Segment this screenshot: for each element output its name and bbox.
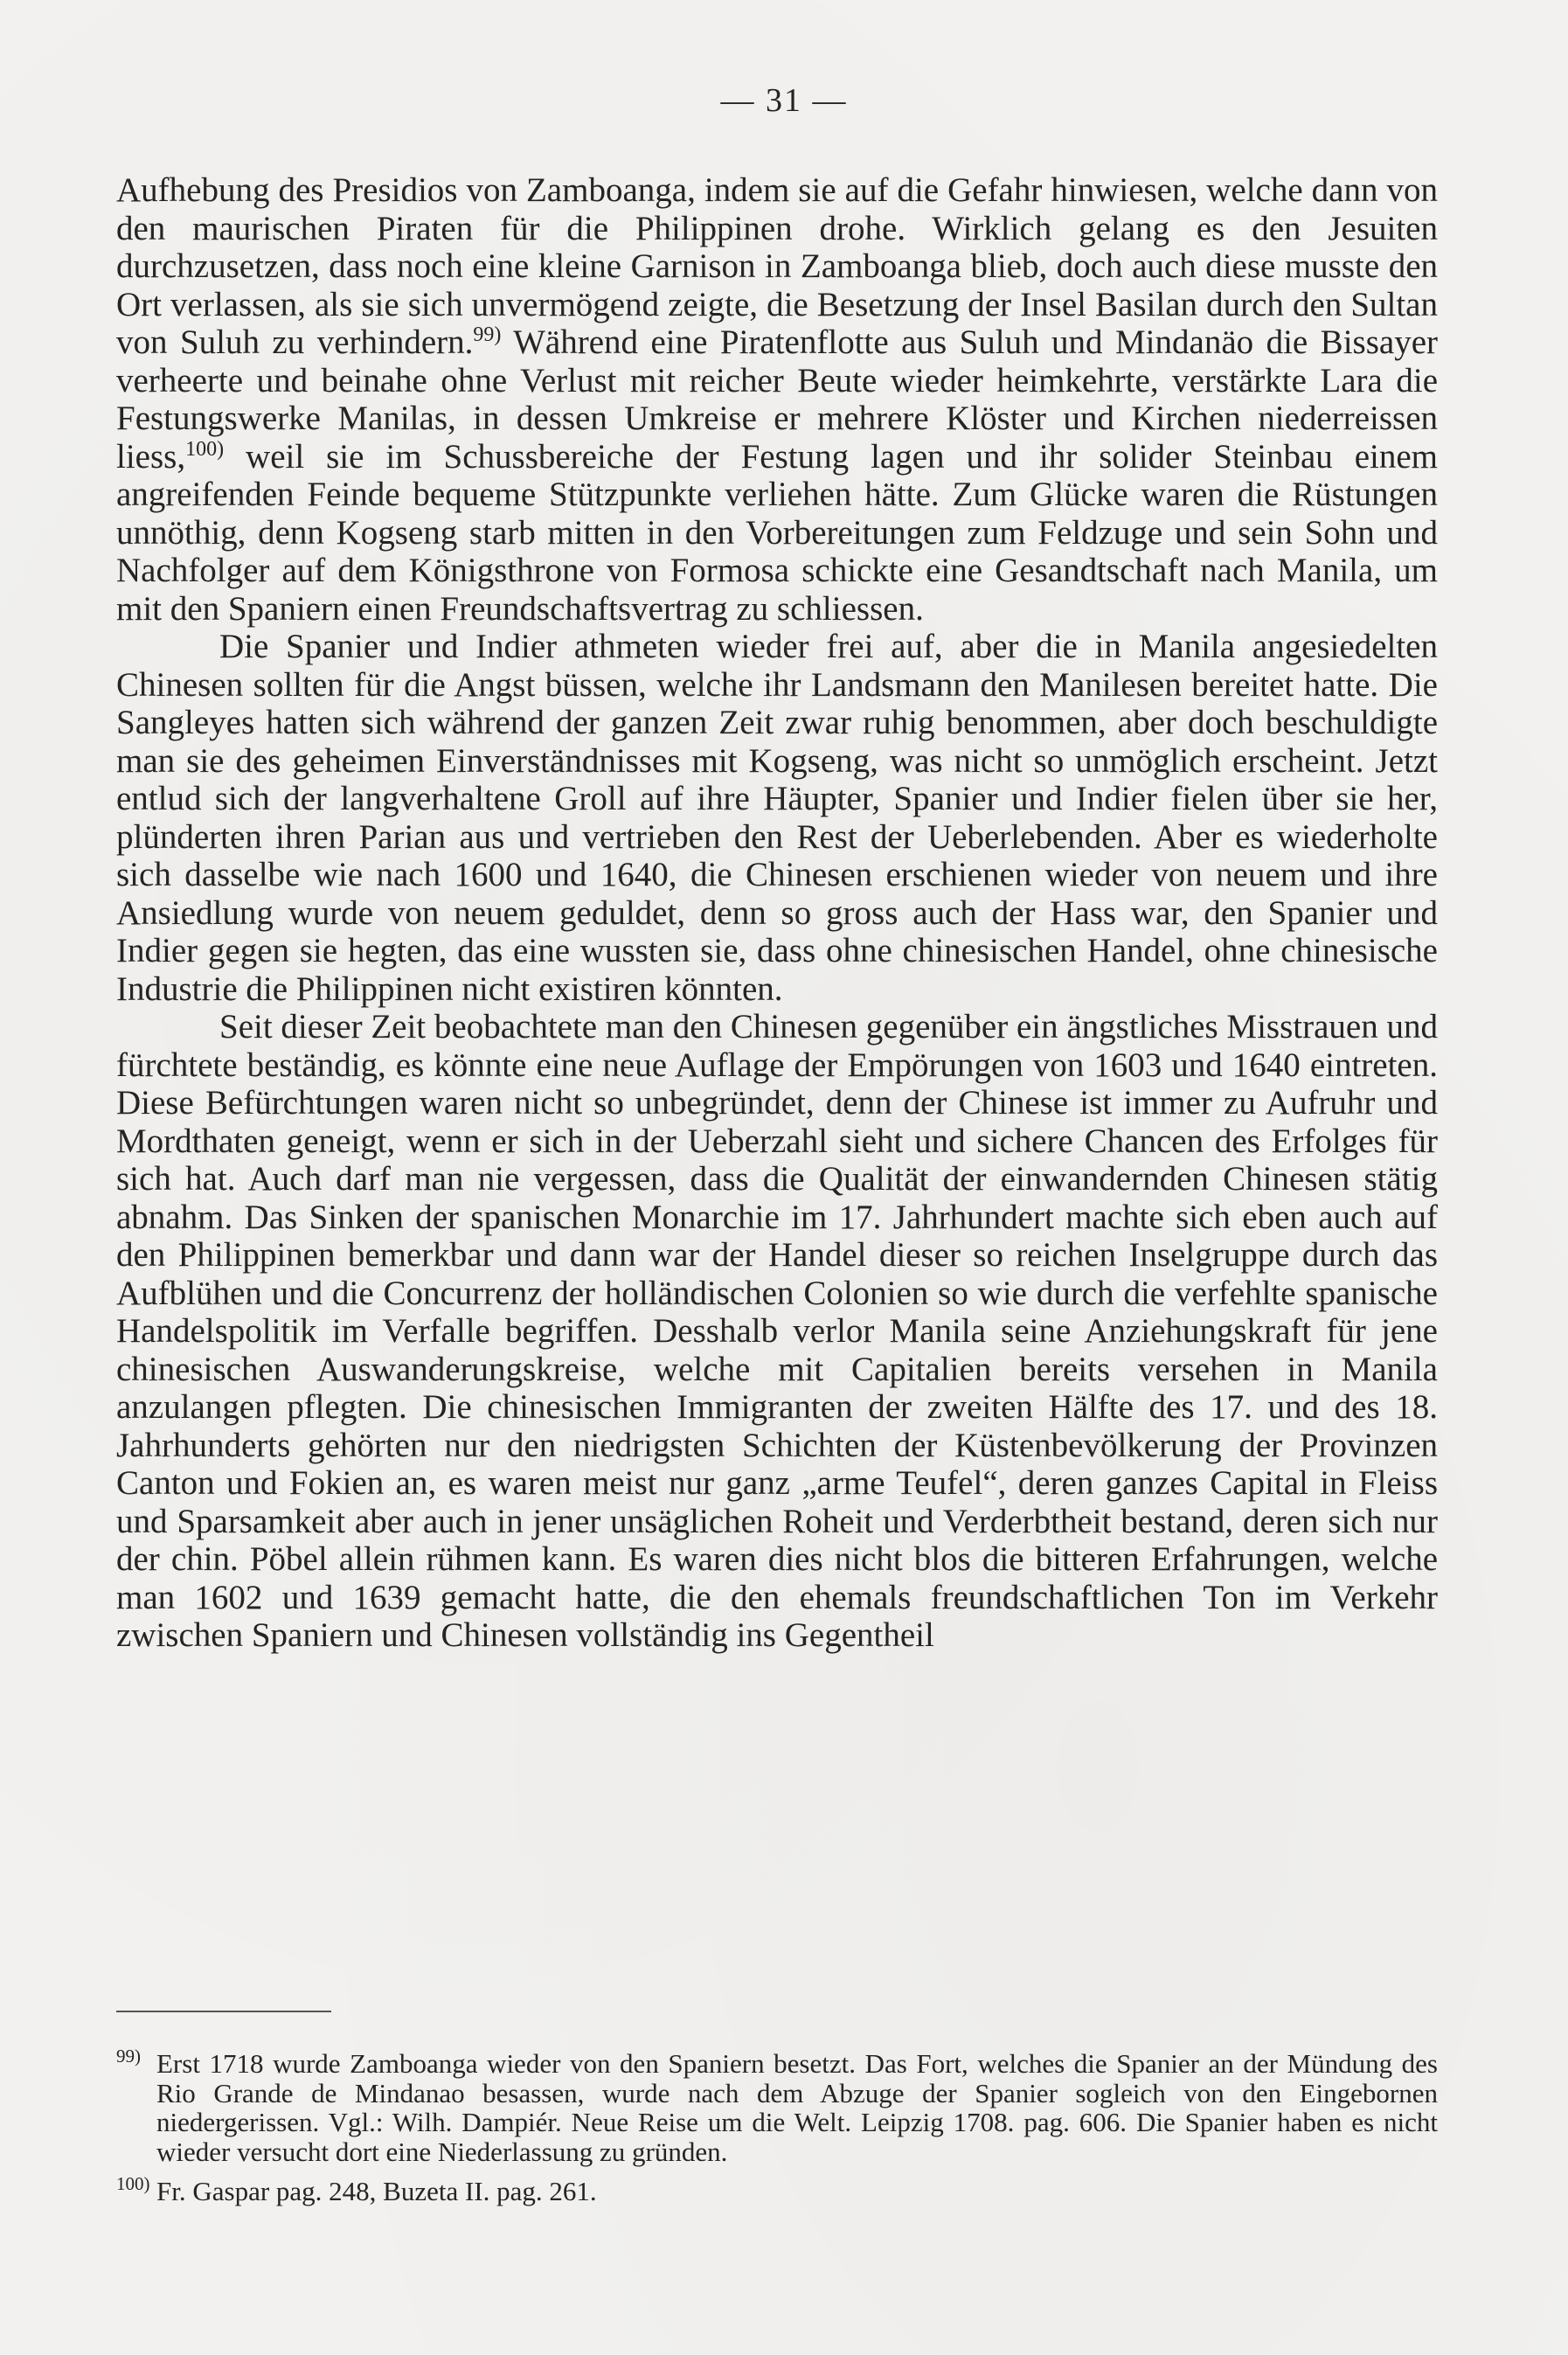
footnote-mark-100: 100) — [116, 2173, 150, 2194]
paragraph-3 — [116, 1008, 1438, 1655]
footnote-text-99: Erst 1718 wurde Zamboanga wieder von den Spaniern besetzt. Das Fort, welches die Spanier an der Mündung des Rio Grande de Mindanao besassen, wurde nach dem Abzuge der Spanier sogleich von den Eingebornen niedergerissen. Vgl.: Wilh. Dampiér. Neue Reise um die Welt. Leipzig 1708. pag. 606. Die Spanier haben es nicht wieder versucht dort eine Niederlassung zu gründen. — [156, 2048, 1438, 2167]
page-number: — 31 — — [720, 82, 848, 119]
paragraph-2-text: Die Spanier und Indier athmeten wieder frei auf, aber die in Manila angesiedelten Chinesen sollten für die Angst büssen, welche ihr Landsmann den Manilesen bereitet hatte. Die Sangleyes hatten sich während der ganzen Zeit zwar ruhig benommen, aber doch beschuldigte man sie des geheimen Einverständnisses mit Kogseng, was nicht so unmöglich erscheint. Jetzt entlud sich der langverhaltene Groll auf ihre Häupter, Spanier und Indier fielen über sie her, plünderten ihren Parian aus und vertrieben den Rest der Ueberlebenden. Aber es wiederholte sich dasselbe wie nach 1600 und 1640, die Chinesen erschienen wieder von neuem und ihre Ansiedlung wurde von neuem geduldet, denn so gross auch der Hass war, den Spanier und Indier gegen sie hegten, das eine wussten sie, dass ohne chinesischen Handel, ohne chinesische Industrie die Philippinen nicht existiren könnten. — [116, 628, 1438, 1008]
footnote-ref-100: 100) — [185, 437, 225, 461]
body-text — [116, 171, 1438, 1655]
footnotes — [116, 2046, 1438, 2217]
footnote-99 — [116, 2046, 1438, 2167]
footnote-100 — [116, 2173, 1438, 2206]
paragraph-1-text-a: Aufhebung des Presidios von Zamboanga, indem sie auf die Gefahr hinwiesen, welche dann von den maurischen Piraten für die Philippinen drohe. Wirklich gelang es den Jesuiten durchzusetzen, dass noch eine kleine Garnison in Zamboanga blieb, doch auch diese musste den Ort verlassen, als sie sich unvermögend zeigte, die Besetzung der Insel Basilan durch den Sultan von Suluh zu verhindern. — [116, 171, 1438, 361]
footnote-mark-99: 99) — [116, 2046, 141, 2067]
paragraph-2 — [116, 628, 1438, 1008]
paragraph-1 — [116, 171, 1438, 628]
footnote-divider — [116, 2011, 331, 2012]
footnote-ref-99: 99) — [473, 323, 502, 346]
paragraph-1-text-c: weil sie im Schussbereiche der Festung lagen und ihr solider Steinbau einem angreifenden Feinde bequeme Stützpunkte verliehen hätte. Zum Glücke waren die Rüstungen unnöthig, denn Kogseng starb mitten in den Vorbereitungen zum Feldzuge und sein Sohn und Nachfolger auf dem Königsthrone von Formosa schickte eine Gesandtschaft nach Manila, um mit den Spaniern einen Freundschaftsvertrag zu schliessen. — [116, 437, 1438, 628]
footnote-text-100: Fr. Gaspar pag. 248, Buzeta II. pag. 261. — [156, 2176, 597, 2206]
paragraph-1-text-b: Während eine Piratenflotte aus Suluh und Mindanäo die Bissayer verheerte und beinahe ohne Verlust mit reicher Beute wieder heimkehrte, verstärkte Lara die Festungswerke Manilas, in dessen Umkreise er mehrere Klöster und Kirchen niederreissen liess, — [116, 323, 1438, 476]
paragraph-3-text: Seit dieser Zeit beobachtete man den Chinesen gegenüber ein ängstliches Misstrauen und fürchtete beständig, es könnte eine neue Auflage der Empörungen von 1603 und 1640 eintreten. Diese Befürchtungen waren nicht so unbegründet, denn der Chinese ist immer zu Aufruhr und Mordthaten geneigt, wenn er sich in der Ueberzahl sieht und sichere Chancen des Erfolges für sich hat. Auch darf man nie vergessen, dass die Qualität der einwandernden Chinesen stätig abnahm. Das Sinken der spanischen Monarchie im 17. Jahrhundert machte sich eben auch auf den Philippinen bemerkbar und dann war der Handel dieser so reichen Inselgruppe durch das Aufblühen und die Concurrenz der holländischen Colonien so wie durch die verfehlte spanische Handelspolitik im Verfalle begriffen. Desshalb verlor Manila seine Anziehungskraft für jene chinesischen Auswanderungskreise, welche mit Capitalien bereits versehen in Manila anzulangen pflegten. Die chinesischen Immigranten der zweiten Hälfte des 17. und des 18. Jahrhunderts gehörten nur den niedrigsten Schichten der Küstenbevölkerung der Provinzen Canton und Fokien an, es waren meist nur ganz „arme Teufel“, deren ganzes Capital in Fleiss und Sparsamkeit aber auch in jener unsäglichen Roheit und Verderbtheit bestand, deren sich nur der chin. Pöbel allein rühmen kann. Es waren dies nicht blos die bitteren Erfahrungen, welche man 1602 und 1639 gemacht hatte, die den ehemals freundschaftlichen Ton im Verkehr zwischen Spaniern und Chinesen vollständig ins Gegentheil — [116, 1008, 1438, 1654]
